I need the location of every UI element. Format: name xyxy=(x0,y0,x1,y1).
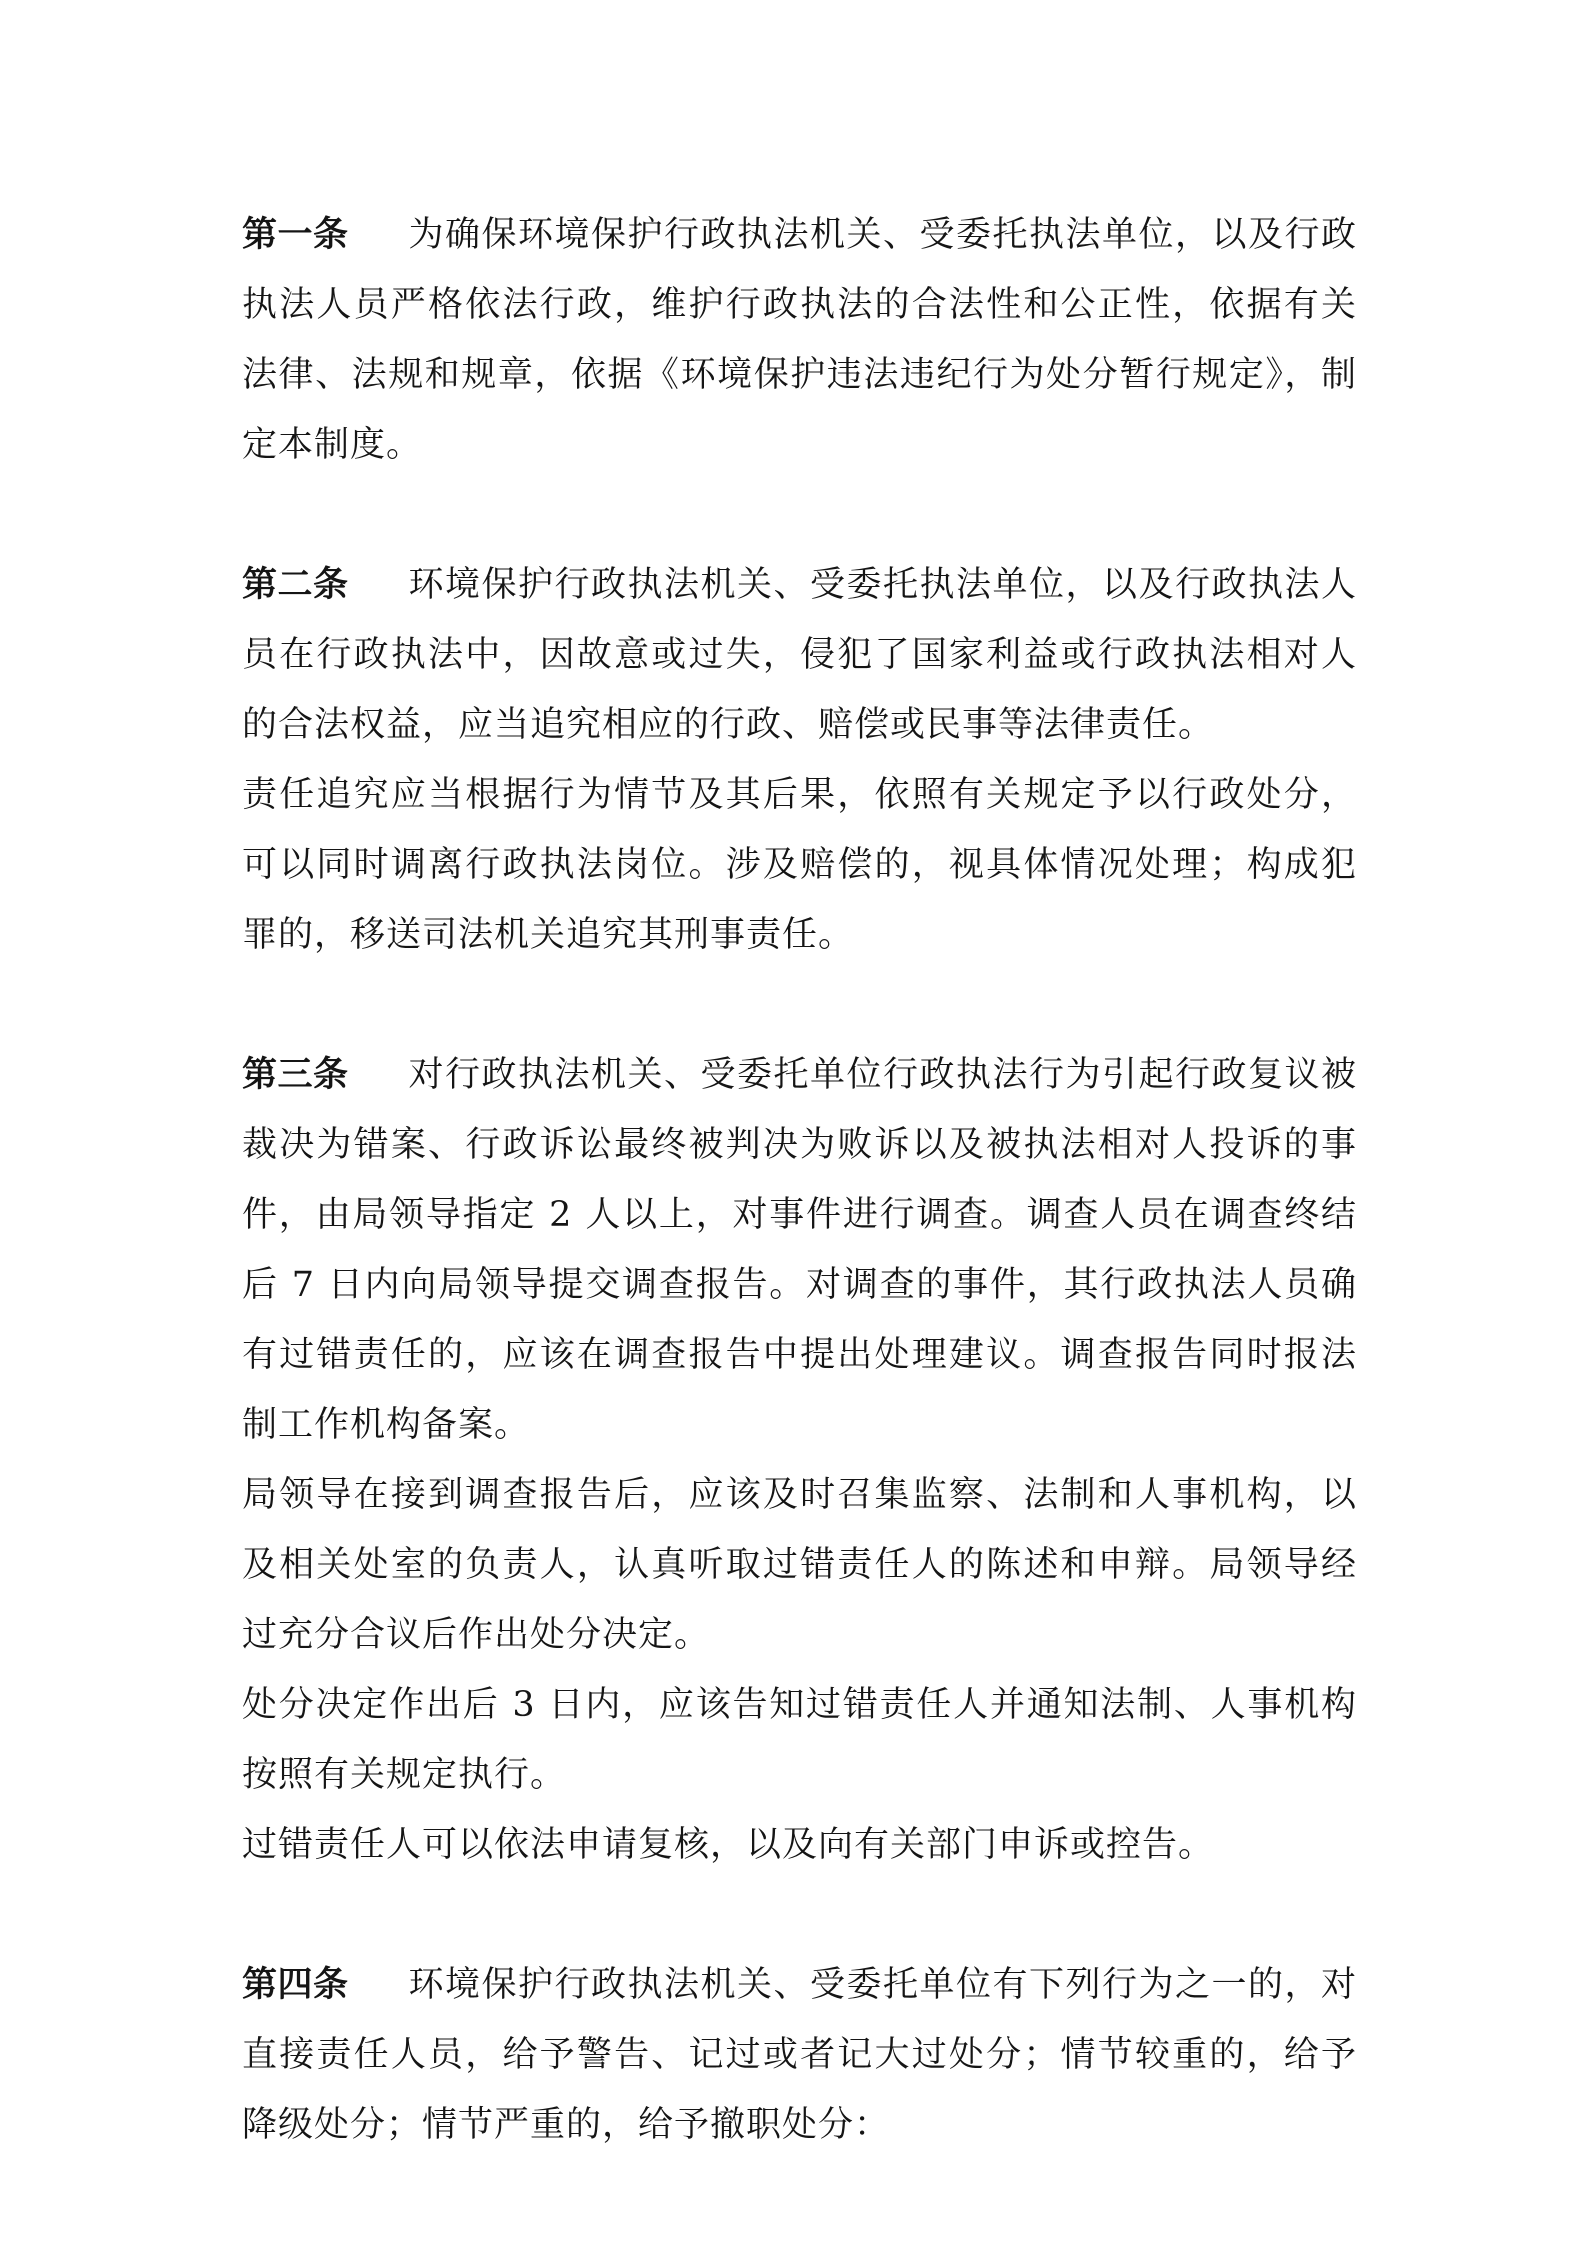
article-4-paragraph-1 xyxy=(242,1950,1357,2160)
article-2-text-1: 环境保护行政执法机关、受委托执法单位，以及行政执法人员在行政执法中，因故意或过失，侵犯了国家利益或行政执法相对人的合法权益，应当追究相应的行政、赔偿或民事等法律责任。 xyxy=(242,565,1357,745)
article-4-label: 第四条 xyxy=(242,1965,349,2005)
article-3-paragraph-1 xyxy=(242,1040,1357,1460)
article-3-paragraph-2: 局领导在接到调查报告后，应该及时召集监察、法制和人事机构，以及相关处室的负责人，认真听取过错责任人的陈述和申辩。局领导经过充分合议后作出处分决定。 xyxy=(242,1475,1357,1655)
article-1-text: 为确保环境保护行政执法机关、受委托执法单位，以及行政执法人员严格依法行政，维护行政执法的合法性和公正性，依据有关法律、法规和规章，依据《环境保护违法违纪行为处分暂行规定》，制定本制度。 xyxy=(242,215,1357,465)
article-2-paragraph-2: 责任追究应当根据行为情节及其后果，依照有关规定予以行政处分，可以同时调离行政执法岗位。涉及赔偿的，视具体情况处理；构成犯罪的，移送司法机关追究其刑事责任。 xyxy=(242,775,1357,955)
article-3-paragraph-4: 过错责任人可以依法申请复核，以及向有关部门申诉或控告。 xyxy=(242,1825,1215,1865)
article-1-label: 第一条 xyxy=(242,215,349,255)
document-body xyxy=(242,200,1357,2230)
article-2-label: 第二条 xyxy=(242,565,349,605)
article-4-text: 环境保护行政执法机关、受委托单位有下列行为之一的，对直接责任人员，给予警告、记过或者记大过处分；情节较重的，给予降级处分；情节严重的，给予撤职处分： xyxy=(242,1965,1357,2145)
article-4 xyxy=(242,1950,1357,2160)
article-1 xyxy=(242,200,1357,480)
article-3-text-1: 对行政执法机关、受委托单位行政执法行为引起行政复议被裁决为错案、行政诉讼最终被判决为败诉以及被执法相对人投诉的事件，由局领导指定 2 人以上，对事件进行调查。调查人员在调查终结后 7 日内向局领导提交调查报告。对调查的事件，其行政执法人员确有过错责任的，应该在调查报告中提出处理建议。调查报告同时报法制工作机构备案。 xyxy=(242,1055,1357,1445)
article-3-label: 第三条 xyxy=(242,1055,349,1095)
article-2 xyxy=(242,550,1357,970)
article-3 xyxy=(242,1040,1357,1880)
article-2-paragraph-1 xyxy=(242,550,1357,760)
article-1-paragraph-1 xyxy=(242,200,1357,480)
article-3-paragraph-3: 处分决定作出后 3 日内，应该告知过错责任人并通知法制、人事机构按照有关规定执行。 xyxy=(242,1685,1357,1795)
